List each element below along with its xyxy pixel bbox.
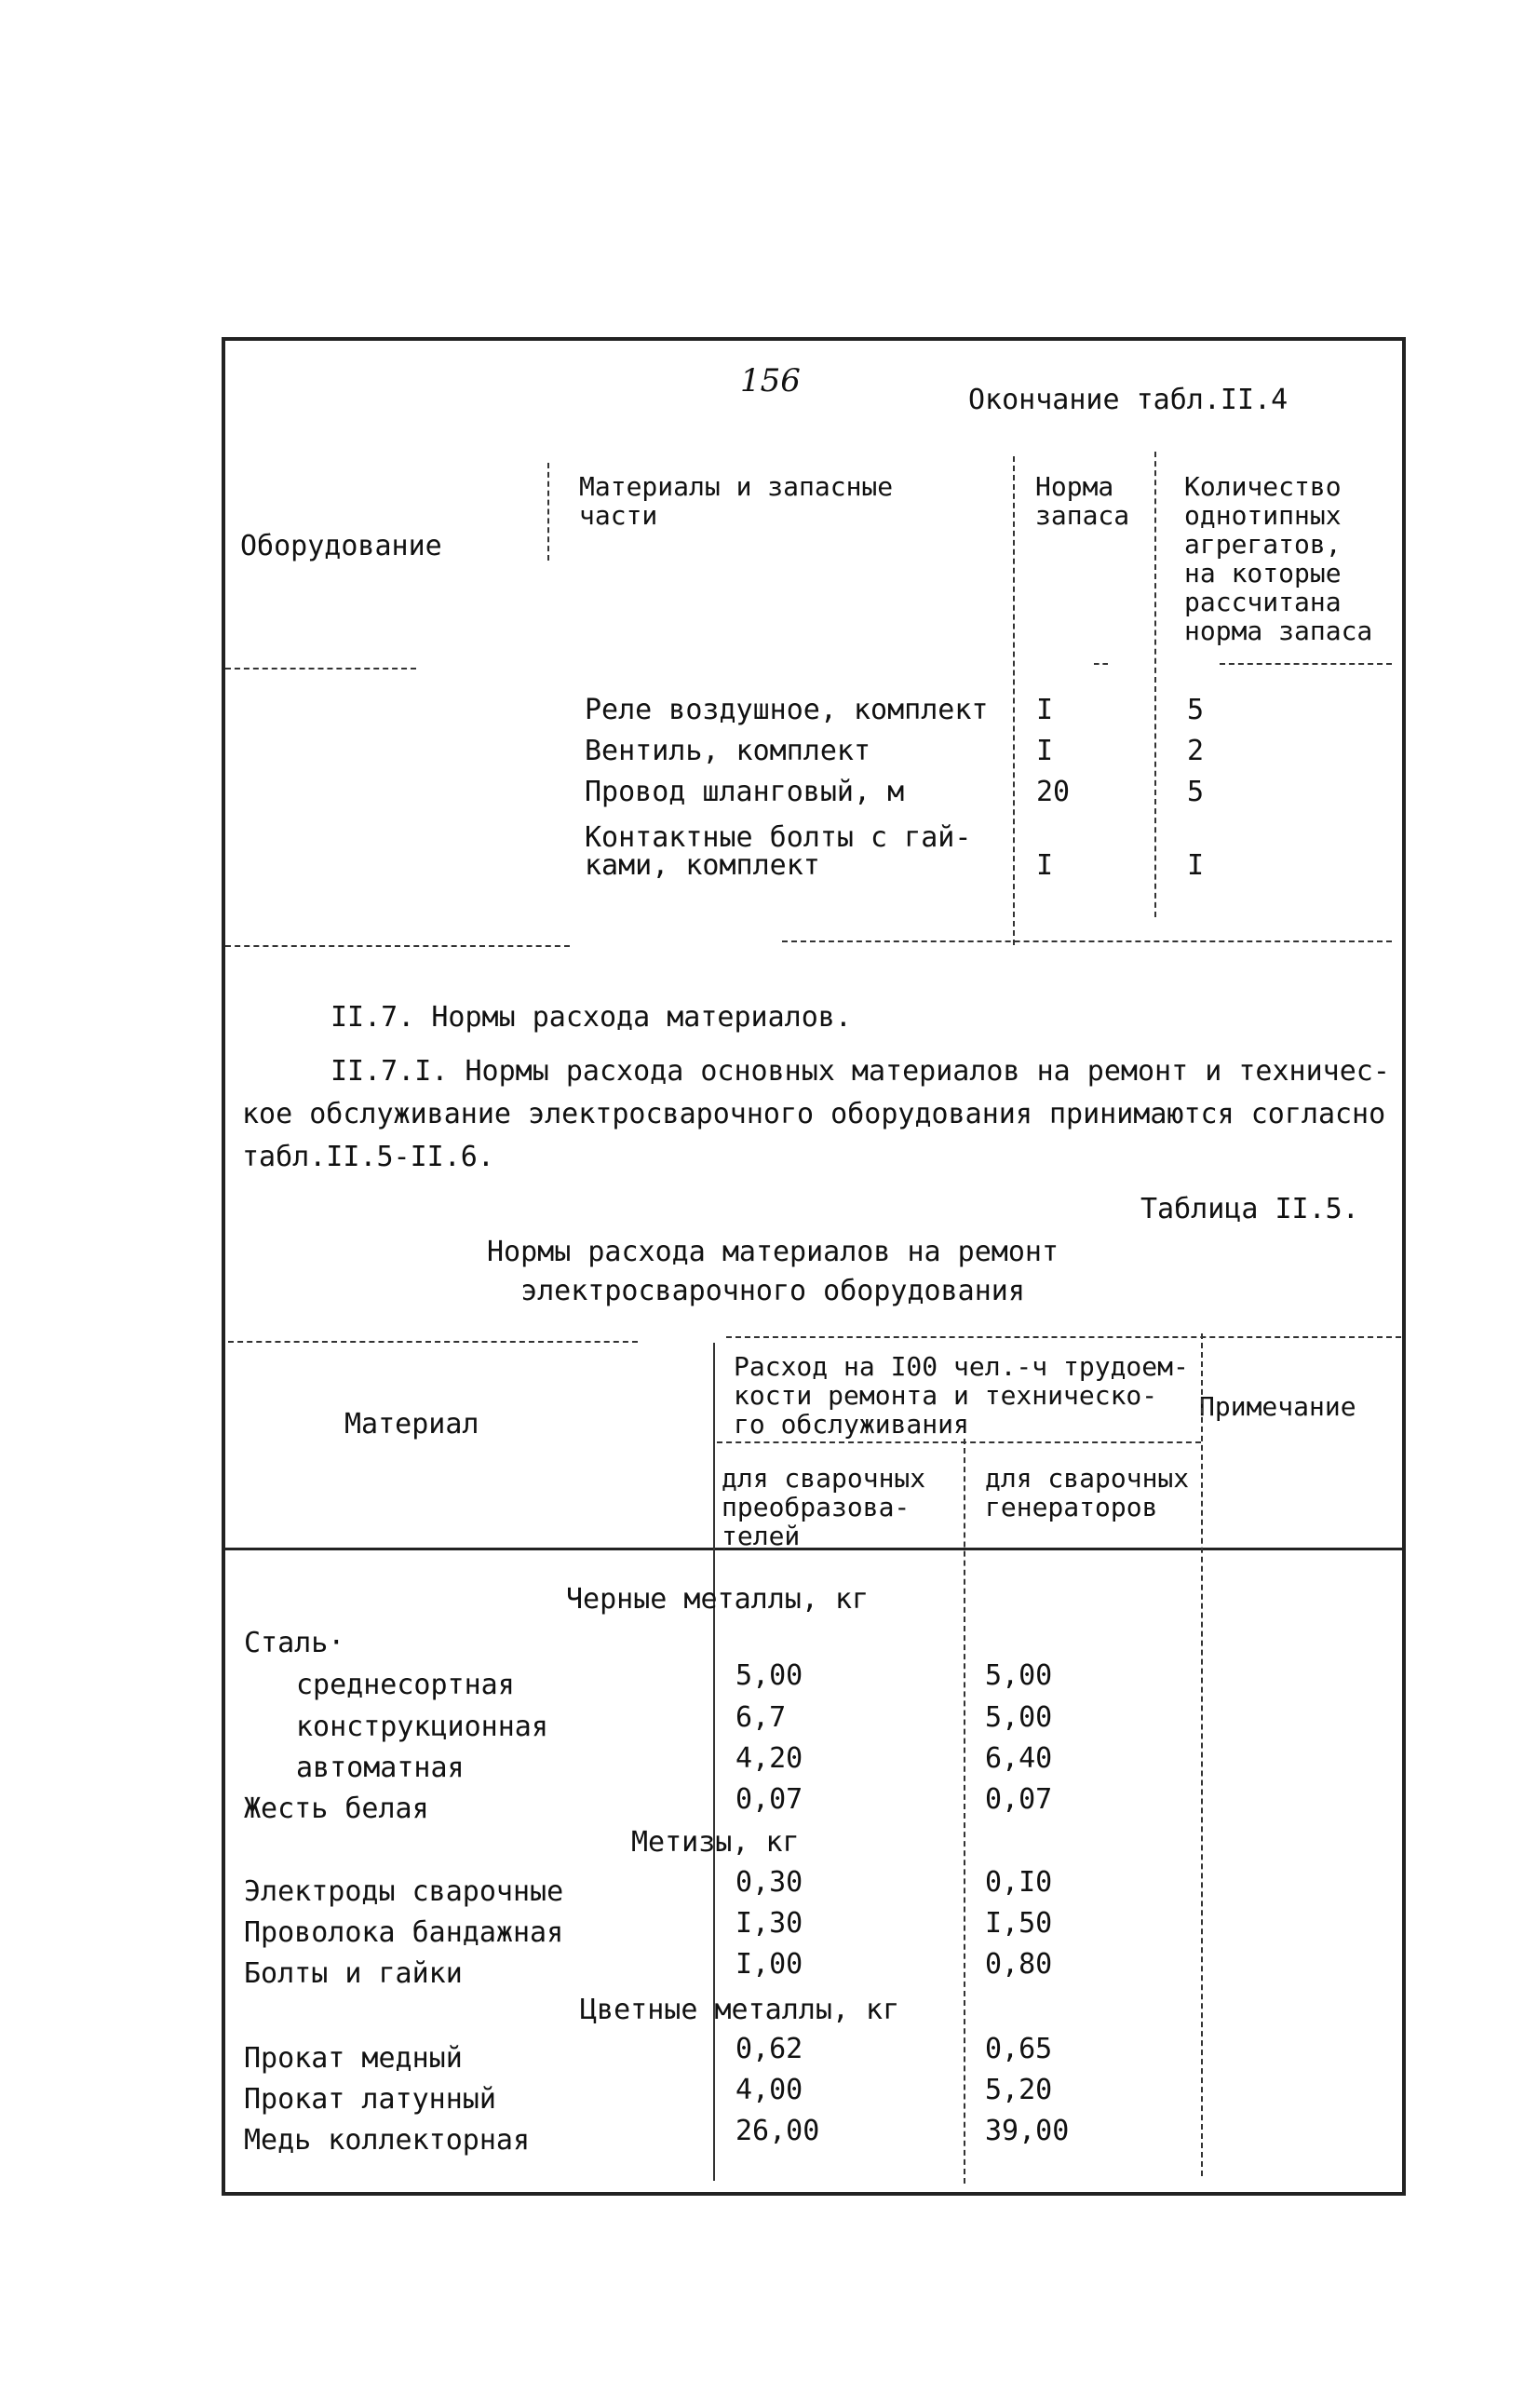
header-material: Материал (344, 1408, 479, 1441)
header-consumption: Расход на I00 чел.-ч трудоем- кости ремонта и техническо- го обслуживания (734, 1351, 1189, 1440)
header-norm: Норма запаса (1035, 471, 1130, 531)
continuation-title: Окончание табл.II.4 (968, 384, 1288, 416)
header-converters: для сварочных преобразова- телей (722, 1463, 926, 1551)
table-ii5-label: Таблица II.5. (1140, 1193, 1359, 1225)
header-equipment: Оборудование (240, 530, 442, 562)
header-materials: Материалы и запасные части (579, 471, 894, 531)
group-nonferrous: Цветные металлы, кг (580, 1994, 900, 2026)
section-title: II.7. Нормы расхода материалов. (331, 1001, 852, 1034)
header-generators: для сварочных генераторов (985, 1463, 1190, 1522)
table-ii5-title: Нормы расхода материалов на ремонт электросварочного оборудования (486, 1236, 1059, 1307)
header-note: Примечание (1199, 1391, 1356, 1422)
page-number: 156 (740, 362, 801, 399)
group-ferrous: Черные металлы, кг (566, 1583, 870, 1616)
group-hardware: Метизы, кг (631, 1826, 800, 1859)
header-count: Количество однотипных агрегатов, на которые рассчитана норма запаса (1184, 471, 1373, 646)
